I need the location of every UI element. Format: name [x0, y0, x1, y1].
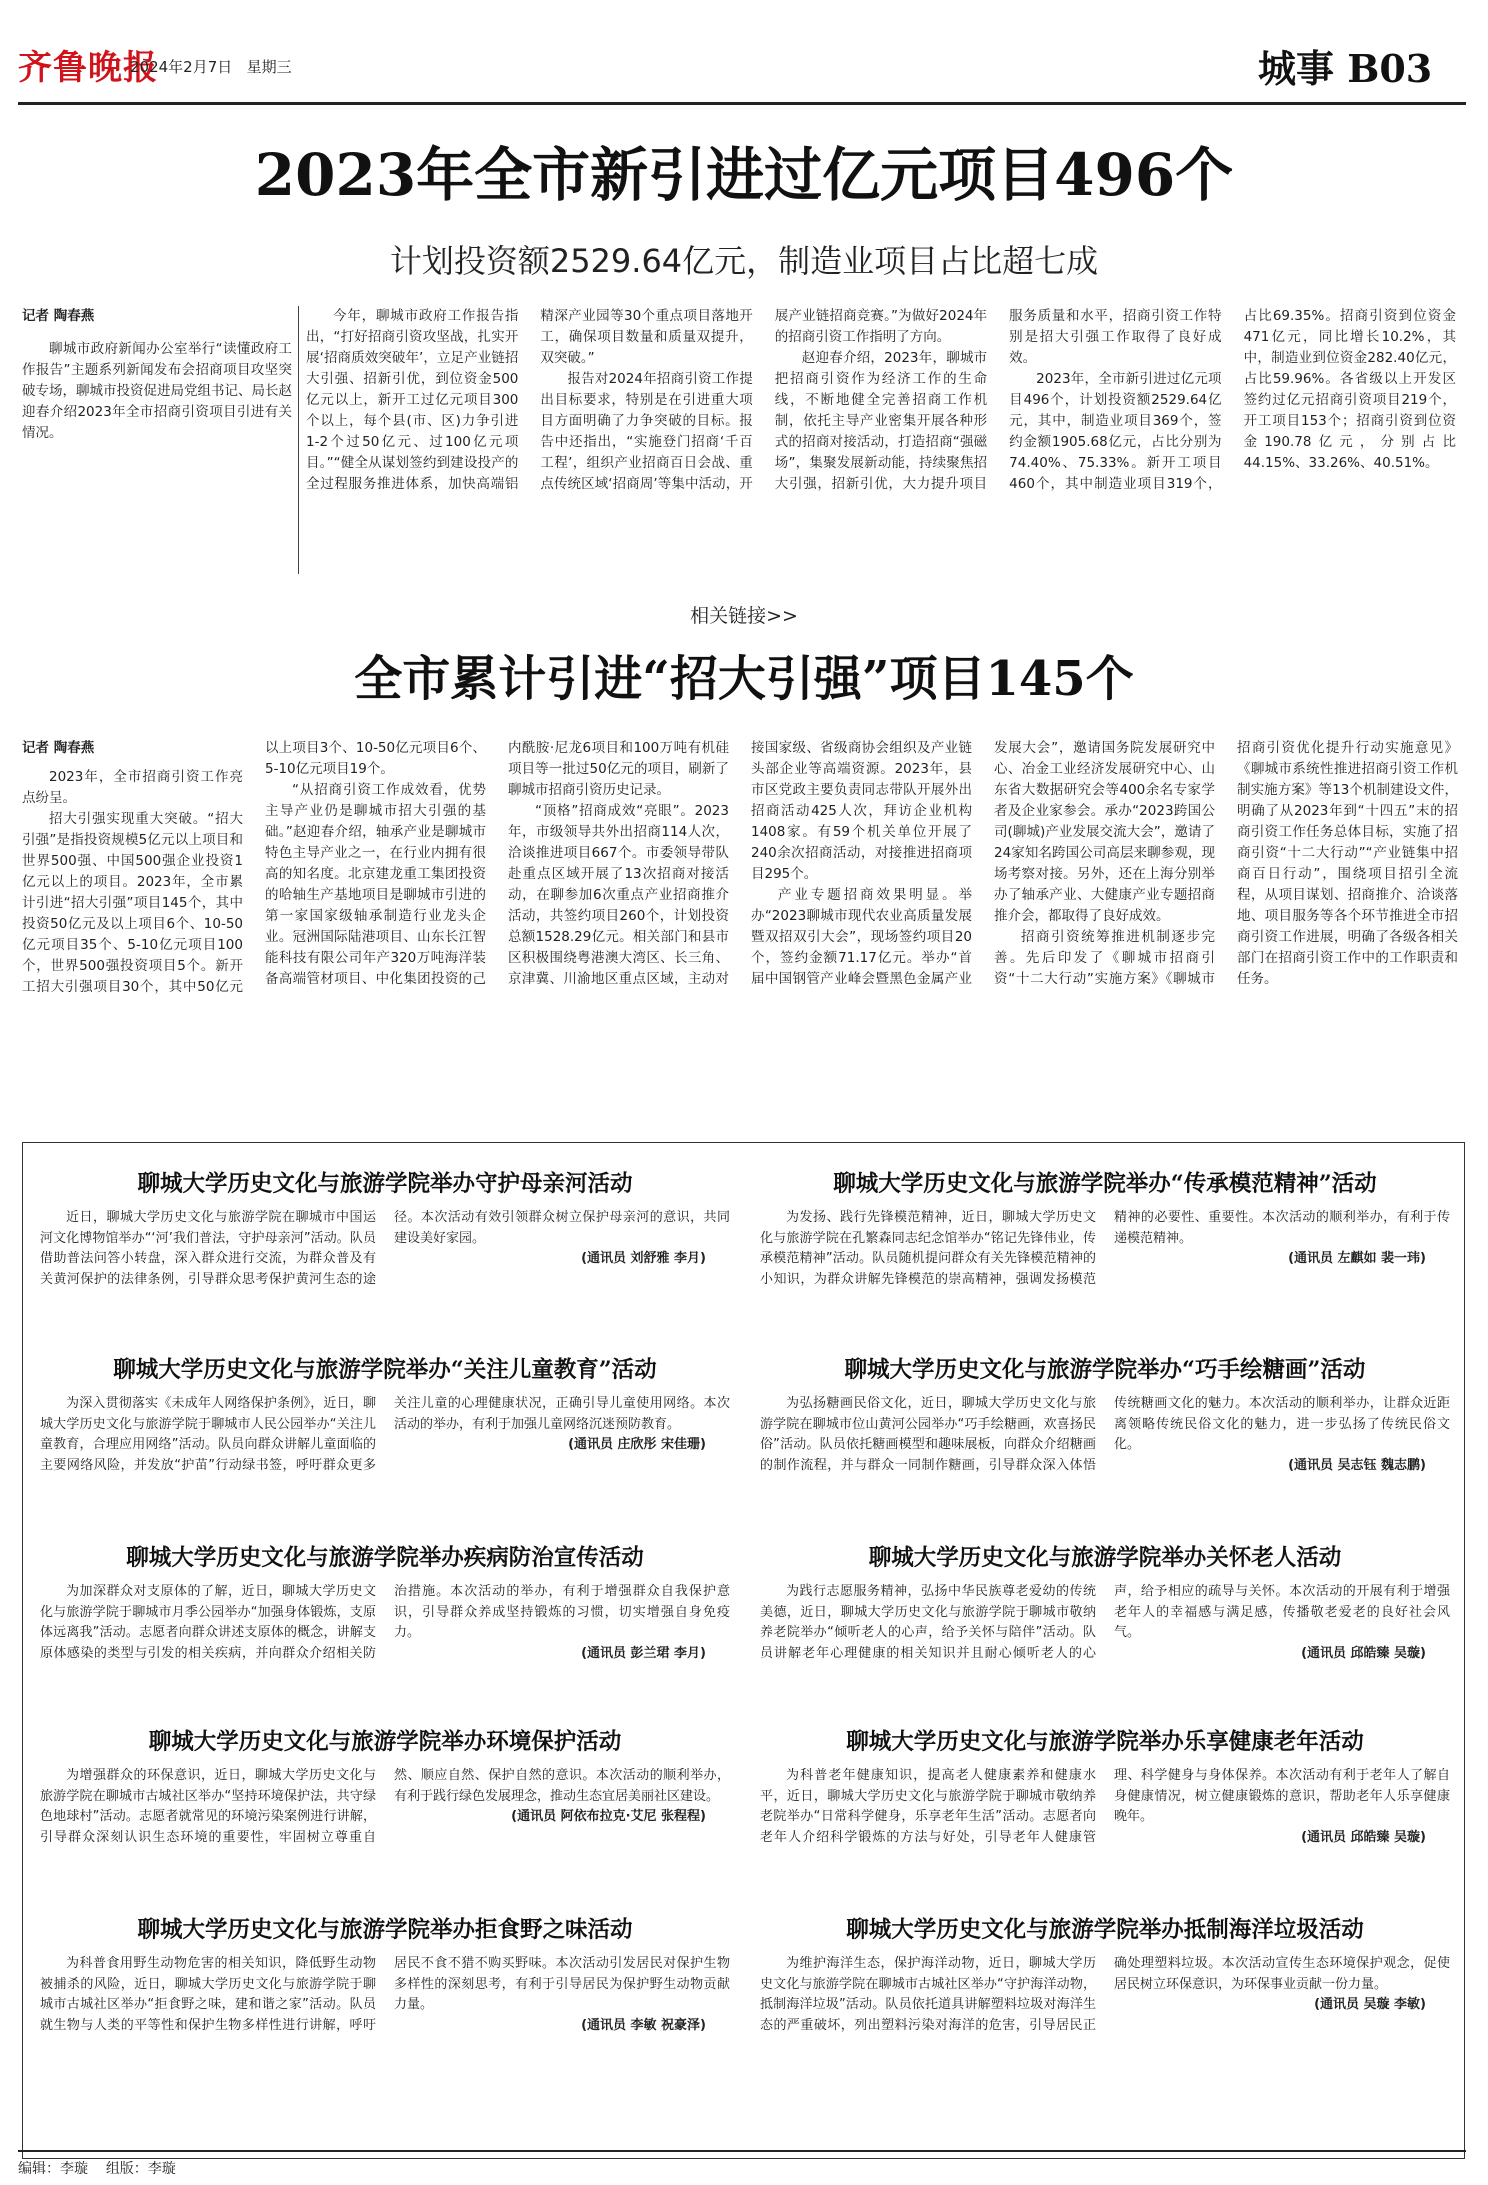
news-body: 为维护海洋生态，保护海洋动物，近日，聊城大学历史文化与旅游学院在聊城市古城社区举办“守护海洋动物，抵制海洋垃圾”活动。队员依托道具讲解塑料垃圾对海洋生态的严重破坏，列出塑料污染对海洋的危害，引导居民正确处理塑料垃圾。本次活动宣传生态环境保护观念，促使居民树立环保意识，为环保事业贡献一份力量。 — [760, 1956, 1450, 2033]
news-credit: (通讯员 邱皓臻 吴璇) — [1301, 1829, 1426, 1845]
column-divider — [298, 306, 299, 574]
news-body: 为科普老年健康知识，提高老人健康素养和健康水平，近日，聊城大学历史文化与旅游学院于聊城市敬纳养老院举办“日常科学健身，乐享老年生活”活动。志愿者向老年人介绍科学锻炼的方法与好处，引导老年人健康管理、科学健身与身体保养。本次活动有利于老年人了解自身健康情况，树立健康锻炼的意识，帮助老年人乐享健康晚年。 — [760, 1768, 1450, 1845]
news-credit: (通讯员 彭兰珺 李月) — [581, 1645, 706, 1661]
news-text — [40, 1582, 730, 1664]
news-title: 聊城大学历史文化与旅游学院举办关怀老人活动 — [868, 1545, 1342, 1571]
article1-body — [306, 306, 1456, 574]
news-title: 聊城大学历史文化与旅游学院举办拒食野之味活动 — [137, 1917, 633, 1943]
news-text — [40, 1954, 730, 2036]
footer-rule — [18, 2150, 1466, 2152]
editor-credit: 编辑：李璇 — [18, 2161, 88, 2177]
news-body: 为科普食用野生动物危害的相关知识，降低野生动物被捕杀的风险，近日，聊城大学历史文化与旅游学院于聊城市古城社区举办“拒食野之味，建和谐之家”活动。队员就生物与人类的平等性和保护生物多样性进行讲解，呼吁居民不食不猎不购买野味。本次活动引发居民对保护生物多样性的深刻思考，有利于引导居民为保护野生动物贡献力量。 — [40, 1956, 730, 2033]
news-item — [40, 1724, 730, 1848]
newspaper-logo: 齐鲁晚报 — [18, 48, 158, 88]
article1-subtitle: 计划投资额2529.64亿元，制造业项目占比超七成 — [389, 242, 1099, 280]
layout-credit: 组版：李璇 — [105, 2161, 176, 2177]
news-item — [760, 1724, 1450, 1848]
footer-credits — [18, 2158, 176, 2178]
article1-paragraph: 2023年，全市新引进过亿元项目496个，计划投资额2529.64亿元，其中，制造业项目369个，签约金额1905.68亿元，占比分别为74.40%、75.33%。新开工项目460个，其中制造业项目319个，占比69.35%。招商引资到位资金471亿元，同比增长10.2%，其中，制造业到位资金282.40亿元，占比59.96%。各省级以上开发区签约过亿元招商引资项目219个，开工项目153个；招商引资到位资金190.78亿元，分别占比44.15%、33.26%、40.51%。 — [1009, 308, 1456, 492]
page-number: B03 — [1347, 46, 1433, 91]
news-body: 为深入贯彻落实《未成年人网络保护条例》，近日，聊城大学历史文化与旅游学院于聊城市人民公园举办“关注儿童教育，合理应用网络”活动。队员向群众讲解儿童面临的主要网络风险，并发放“护苗”行动绿书签，呼吁群众更多关注儿童的心理健康状况，正确引导儿童使用网络。本次活动的举办，有利于加强儿童网络沉迷预防教育。 — [40, 1396, 730, 1473]
article2-paragraph: 产业专题招商效果明显。举办“2023聊城市现代农业高质量发展暨双招双引大会”，现场签约项目20个，签约金额71.17亿元。举办“首届中国钢管产业峰会暨黑色金属产业发展大会”，邀请国务院发展研究中心、冶金工业经济发展研究中心、山东省大数据研究会等400余名专家学者及企业家参会。承办“2023跨国公司(聊城)产业发展交流大会”，邀请了24家知名跨国公司高层来聊参观，现场考察对接。另外，还在上海分别举办了轴承产业、大健康产业专题招商推介会，都取得了良好成效。 — [751, 740, 1215, 987]
news-title: 聊城大学历史文化与旅游学院举办“传承模范精神”活动 — [833, 1171, 1377, 1197]
article2-paragraph: 招大引强实现重大突破。“招大引强”是指投资规模5亿元以上项目和世界500强、中国500强企业投资1亿元以上的项目。2023年，全市累计引进“招大引强”项目145个，其中投资50亿元及以上项目6个、10-50亿元项目35个、5-10亿元项目100个，世界500强投资项目5个。新开工招大引强项目30个，其中50亿元以上项目3个、10-50亿元项目6个、5-10亿元项目19个。 — [22, 740, 486, 995]
news-item — [40, 1912, 730, 2036]
section-name: 城事 — [1258, 46, 1335, 91]
section-label — [1258, 38, 1432, 93]
news-body: 为弘扬糖画民俗文化，近日，聊城大学历史文化与旅游学院在聊城市位山黄河公园举办“巧手绘糖画，欢喜扬民俗”活动。队员依托糖画模型和趣味展板，向群众介绍糖画的制作流程，并与群众一同制作糖画，引导群众深入体悟传统糖画文化的魅力。本次活动的顺利举办，让群众近距离领略传统民俗文化的魅力，进一步弘扬了传统民俗文化。 — [760, 1396, 1450, 1473]
article2-body — [22, 738, 1458, 1130]
news-item — [40, 1540, 730, 1664]
article2-title: 全市累计引进“招大引强”项目145个 — [354, 651, 1134, 707]
news-body: 为发扬、践行先锋模范精神，近日，聊城大学历史文化与旅游学院在孔繁森同志纪念馆举办“铭记先锋伟业，传承模范精神”活动。队员随机提问群众有关先锋模范精神的小知识，为群众讲解先锋模范的崇高精神，强调发扬模范精神的必要性、重要性。本次活动的顺利举办，有利于传递模范精神。 — [760, 1210, 1450, 1287]
news-text — [40, 1394, 730, 1476]
news-credit: (通讯员 左麒如 裴一玮) — [1288, 1251, 1426, 1266]
news-body: 为加深群众对支原体的了解，近日，聊城大学历史文化与旅游学院于聊城市月季公园举办“加强身体锻炼，支原体远离我”活动。志愿者向群众讲述支原体的概念，讲解支原体感染的类型与引发的相关疾病，并向群众介绍相关防治措施。本次活动的举办，有利于增强群众自我保护意识，引导群众养成坚持锻炼的习惯，切实增强自身免疫力。 — [40, 1584, 730, 1661]
news-body: 近日，聊城大学历史文化与旅游学院在聊城市中国运河文化博物馆举办“‘河’我们普法，守护母亲河”活动。队员借助普法问答小转盘，深入群众进行交流，为群众普及有关黄河保护的法律条例，引导群众思考保护黄河生态的途径。本次活动有效引领群众树立保护母亲河的意识，共同建设美好家园。 — [40, 1210, 730, 1287]
news-text — [760, 1954, 1450, 2036]
issue-date — [130, 56, 292, 77]
weekday-text: 星期三 — [246, 58, 292, 76]
date-text: 2024年2月7日 — [130, 58, 233, 76]
news-credit: (通讯员 吴志钰 魏志鹏) — [1288, 1457, 1426, 1473]
news-item — [760, 1352, 1450, 1476]
news-text — [760, 1394, 1450, 1476]
news-title: 聊城大学历史文化与旅游学院举办“关注儿童教育”活动 — [113, 1357, 657, 1383]
news-title: 聊城大学历史文化与旅游学院举办疾病防治宣传活动 — [126, 1545, 644, 1571]
article1-col1 — [22, 306, 292, 444]
news-title: 聊城大学历史文化与旅游学院举办乐享健康老年活动 — [846, 1729, 1364, 1755]
article2-paragraph: 招商引资统筹推进机制逐步完善。先后印发了《聊城市招商引资“十二大行动”实施方案》《聊城市招商引资优化提升行动实施意见》《聊城市系统性推进招商引资工作机制实施方案》等13个机制建设文件，明确了从2023年到“十四五”末的招商引资工作任务总体目标，实施了招商引资“十二大行动”“产业链集中招商百日行动”，围绕项目招引全流程，从项目谋划、招商推介、洽谈落地、项目服务等各个环节推进全市招商引资工作进展，明确了各级各相关部门在招商引资工作中的工作职责和任务。 — [994, 740, 1458, 987]
news-item — [40, 1166, 730, 1290]
news-body: 为增强群众的环保意识，近日，聊城大学历史文化与旅游学院在聊城市古城社区举办“坚持环境保护法，共守绿色地球村”活动。志愿者就常见的环境污染案例进行讲解，引导群众深刻认识生态环境的重要性，牢固树立尊重自然、顺应自然、保护自然的意识。本次活动的顺利举办，有利于践行绿色发展理念，推动生态宜居美丽社区建设。 — [40, 1768, 730, 1845]
article1-col1b — [22, 500, 292, 570]
news-title: 聊城大学历史文化与旅游学院举办守护母亲河活动 — [137, 1171, 633, 1197]
article2-paragraph: “顶格”招商成效“亮眼”。2023年，市级领导共外出招商114人次，洽谈推进项目667个。市委领导带队赴重点区域开展了13次招商对接活动，在聊参加6次重点产业招商推介活动，共签约项目260个，计划投资总额1528.29亿元。相关部门和县市区积极围绕粤港澳大湾区、长三角、京津冀、川渝地区重点区域，主动对接国家级、省级商协会组织及产业链头部企业等高端资源。2023年，县市区党政主要负责同志带队开展外出招商活动425人次，拜访企业机构1408家。有59个机关单位开展了240余次招商活动，对接推进招商项目295个。 — [508, 740, 972, 987]
news-text — [40, 1766, 730, 1848]
news-title: 聊城大学历史文化与旅游学院举办“巧手绘糖画”活动 — [844, 1357, 1366, 1383]
article1-paragraph: 聊城市政府新闻办公室举行“读懂政府工作报告”主题系列新闻发布会招商项目攻坚突破专场，聊城市投资促进局党组书记、局长赵迎春介绍2023年全市招商引资项目引进有关情况。 — [22, 341, 292, 441]
news-credit: (通讯员 邱皓臻 吴璇) — [1301, 1645, 1426, 1661]
news-title: 聊城大学历史文化与旅游学院举办环境保护活动 — [148, 1729, 622, 1755]
article1-paragraph: 赵迎春介绍，2023年，聊城市把招商引资作为经济工作的生命线，不断地健全完善招商工作机制，依托主导产业密集开展各种形式的招商对接活动，打造招商“强磁场”，集聚发展新动能，持续聚焦招大引强，招新引优，大力提升项目服务质量和水平，招商引资工作特别是招大引强工作取得了良好成效。 — [774, 308, 1222, 492]
news-credit: (通讯员 吴璇 李敏) — [1314, 1997, 1426, 2012]
article1-paragraph: 今年，聊城市政府工作报告指出，“打好招商引资攻坚战，扎实开展‘招商质效突破年’，立足产业链招大引强、招新引优，到位资金500亿元以上，新开工过亿元项目300个以上，每个县(市、区)力争引进1-2个过50亿元、过100亿元项目。”“健全从谋划签约到建设投产的全过程服务推进体系，加快高端铝精深产业园等30个重点项目落地开工，确保项目数量和质量双提升，双突破。” — [306, 308, 753, 492]
news-body: 为践行志愿服务精神，弘扬中华民族尊老爱幼的传统美德，近日，聊城大学历史文化与旅游学院于聊城市敬纳养老院举办“倾听老人的心声，给予关怀与陪伴”活动。队员讲解老年心理健康的相关知识并且耐心倾听老人的心声，给予相应的疏导与关怀。本次活动的开展有利于增强老年人的幸福感与满足感，传播敬老爱老的良好社会风气。 — [760, 1584, 1450, 1661]
article2-paragraph: “从招商引资工作成效看，优势主导产业仍是聊城市招大引强的基础。”赵迎春介绍，轴承产业是聊城市特色主导产业之一，在行业内拥有很高的知名度。北京建龙重工集团投资的哈轴生产基地项目是聊城市引进的第一家国家级轴承制造行业龙头企业。冠洲国际陆港项目、山东长江智能科技有限公司年产320万吨海洋装备高端管材项目、中化集团投资的己内酰胺·尼龙6项目和100万吨有机硅项目等一批过50亿元的项目，刷新了聊城市招商引资历史记录。 — [265, 740, 729, 987]
news-credit: (通讯员 刘舒雅 李月) — [581, 1251, 706, 1266]
news-item — [760, 1912, 1450, 2036]
news-title: 聊城大学历史文化与旅游学院举办抵制海洋垃圾活动 — [846, 1917, 1364, 1943]
news-text — [760, 1208, 1450, 1290]
article2-byline: 记者 陶春燕 — [22, 740, 95, 756]
article1-byline: 记者 陶春燕 — [22, 308, 95, 324]
news-text — [40, 1208, 730, 1290]
news-text — [760, 1766, 1450, 1848]
news-item — [760, 1540, 1450, 1664]
news-credit: (通讯员 阿依布拉克·艾尼 张程程) — [511, 1809, 706, 1824]
article2-paragraph: 2023年，全市招商引资工作亮点纷呈。 — [22, 769, 243, 806]
header-rule — [18, 102, 1466, 105]
news-item — [760, 1166, 1450, 1290]
news-item — [40, 1352, 730, 1476]
article1-title: 2023年全市新引进过亿元项目496个 — [254, 141, 1234, 209]
news-text — [760, 1582, 1450, 1664]
article1-paragraph: 报告对2024年招商引资工作提出目标要求，特别是在引进重大项目方面明确了力争突破的目标。报告中还指出，“实施登门招商‘千百工程’，组织产业招商百日会战、重点传统区域‘招商周’等集中活动，开展产业链招商竞赛。”为做好2024年的招商引资工作指明了方向。 — [540, 308, 988, 492]
news-credit: (通讯员 庄欣彤 宋佳珊) — [568, 1437, 706, 1452]
related-link-tag: 相关链接>> — [690, 605, 798, 627]
news-credit: (通讯员 李敏 祝豪泽) — [581, 2017, 706, 2033]
